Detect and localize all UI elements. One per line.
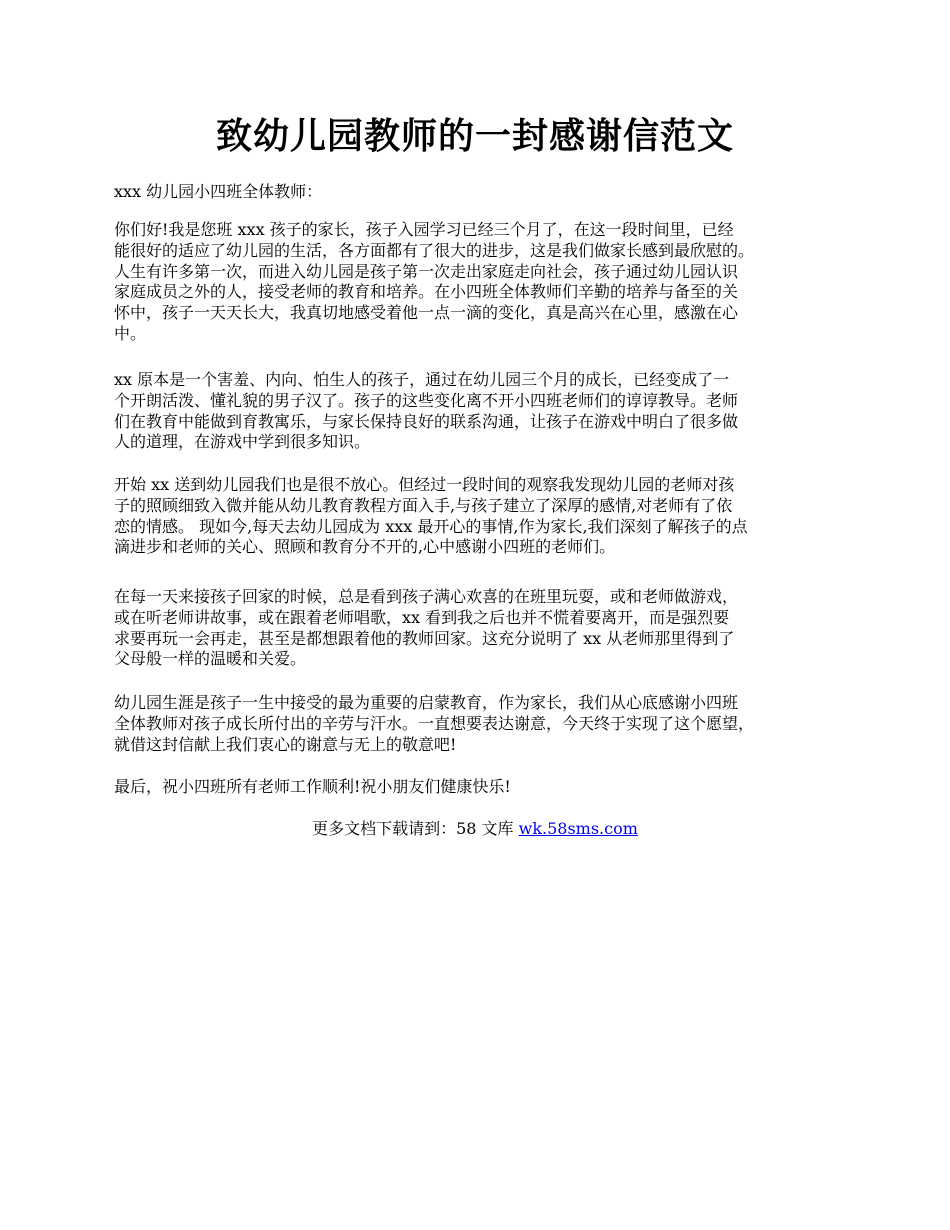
paragraph-line: 就借这封信献上我们衷心的谢意与无上的敬意吧! [114,734,457,754]
paragraph-line: 中。 [114,323,147,343]
paragraph-line: 能很好的适应了幼儿园的生活，各方面都有了很大的进步，这是我们做家长感到最欣慰的。 [114,240,755,260]
letter-salutation: xxx 幼儿园小四班全体教师： [114,182,323,201]
paragraph-line: 全体教师对孩子成长所付出的辛劳与汗水。一直想要表达谢意，今天终于实现了这个愿望， [114,713,755,733]
paragraph-line: 子的照顾细致入微并能从幼儿教育教程方面入手,与孩子建立了深厚的感情,对老师有了依 [114,495,733,515]
paragraph-line: 家庭成员之外的人，接受老师的教育和培养。在小四班全体教师们辛勤的培养与备至的关 [114,282,739,302]
paragraph-6 [114,777,854,798]
paragraph-line: 你们好!我是您班 xxx 孩子的家长，孩子入园学习已经三个月了，在这一段时间里，已经 [114,220,734,239]
paragraph-3 [114,475,854,558]
paragraph-line: 开始 xx 送到幼儿园我们也是很不放心。但经过一段时间的观察我发现幼儿园的老师对孩 [114,475,735,494]
paragraph-line: 人生有许多第一次，而进入幼儿园是孩子第一次走出家庭走向社会，孩子通过幼儿园认识 [114,261,739,281]
paragraph-line: 求要再玩一会再走，甚至是都想跟着他的教师回家。这充分说明了 xx 从老师那里得到了 [114,628,735,648]
download-footer [0,818,950,839]
document-title: 致幼儿园教师的一封感谢信范文 [215,115,734,157]
paragraph-4 [114,587,854,670]
paragraph-line: 或在听老师讲故事，或在跟着老师唱歌，xx 看到我之后也并不慌着要离开，而是强烈要 [114,607,730,627]
paragraph-line: 滴进步和老师的关心、照顾和教育分不开的,心中感谢小四班的老师们。 [114,537,616,557]
paragraph-line: 父母般一样的温暖和关爱。 [114,649,307,669]
footer-text: 更多文档下载请到：58 文库 [312,819,519,838]
paragraph-line: xx 原本是一个害羞、内向、怕生人的孩子，通过在幼儿园三个月的成长，已经变成了一 [114,370,730,389]
paragraph-line: 个开朗活泼、懂礼貌的男子汉了。孩子的这些变化离不开小四班老师们的谆谆教导。老师 [114,390,739,410]
paragraph-line: 人的道理，在游戏中学到很多知识。 [114,432,371,452]
footer-link[interactable]: wk.58sms.com [518,819,638,838]
paragraph-1 [114,220,854,345]
paragraph-line: 恋的情感。 现如今,每天去幼儿园成为 xxx 最开心的事情,作为家长,我们深刻了解孩子的点 [114,516,748,536]
paragraph-line: 最后，祝小四班所有老师工作顺利!祝小朋友们健康快乐! [114,777,511,796]
paragraph-line: 们在教育中能做到育教寓乐，与家长保持良好的联系沟通，让孩子在游戏中明白了很多做 [114,411,739,431]
paragraph-line: 幼儿园生涯是孩子一生中接受的最为重要的启蒙教育，作为家长，我们从心底感谢小四班 [114,693,739,712]
paragraph-line: 怀中，孩子一天天长大，我真切地感受着他一点一滴的变化，真是高兴在心里，感激在心 [114,303,739,323]
paragraph-5 [114,693,854,755]
paragraph-line: 在每一天来接孩子回家的时候，总是看到孩子满心欢喜的在班里玩耍，或和老师做游戏， [114,587,739,606]
paragraph-2 [114,370,854,453]
